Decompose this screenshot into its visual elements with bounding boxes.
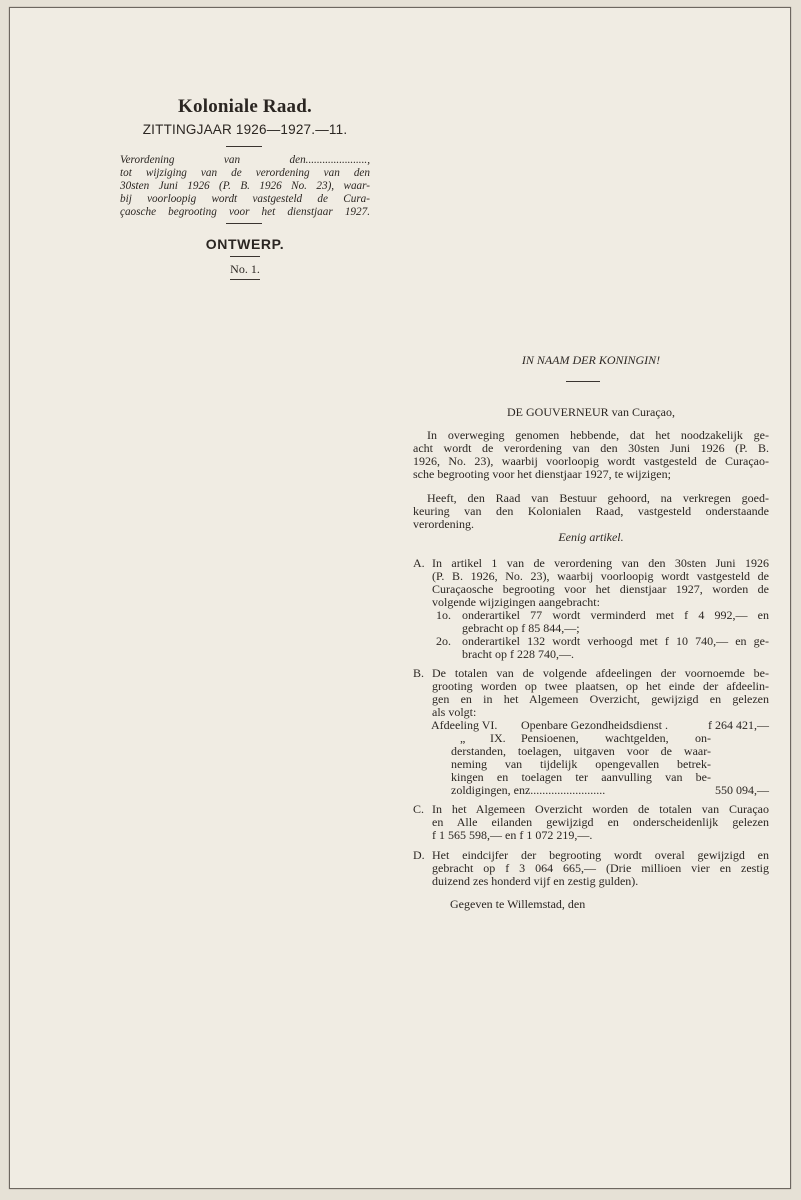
draft-label: ONTWERP. [205,236,285,252]
section-line: als volgt: [432,705,477,719]
consultation-line: verordening. [413,517,474,531]
row-amount: 550 094,— [715,783,769,797]
row-amount: f 264 421,— [708,718,769,732]
row-name: Openbare Gezondheidsdienst . [521,718,668,732]
consultation [413,492,769,531]
document-page [9,7,791,1189]
section-label: A. [413,556,425,570]
section-a [413,557,769,667]
preamble [413,429,769,481]
divider [226,146,262,147]
item-line: onderartikel 77 wordt verminderd met f 4 992,— en [462,608,769,622]
section-label: C. [413,802,425,816]
item-label: 1o. [436,608,451,622]
row-name-line: kingen en toelagen ter aanvulling van be- [451,770,711,784]
section-line: In het Algemeen Overzicht worden de totalen van Curaçao [432,802,769,816]
row-name-line: zoldigingen, enz......................... [451,783,606,797]
consultation-line: keuring van den Kolonialen Raad, vastgesteld onderstaande [413,504,769,518]
row-number: IX. [490,731,506,745]
section-b [413,667,769,797]
divider [230,279,260,280]
consultation-line: Heeft, den Raad van Bestuur gehoord, na verkregen goed- [427,491,769,505]
section-line: (P. B. 1926, No. 23), waarbij voorloopig wordt vastgesteld de [432,569,769,583]
list-item [432,635,769,661]
section-line: De totalen van de volgende afdeelingen der voornoemde be- [432,666,769,680]
preamble-line: In overweging genomen hebbende, dat het noodzakelijk ge- [427,428,769,442]
invocation: IN NAAM DER KONINGIN! [521,353,661,367]
divider [566,381,600,382]
article-heading: Eenig artikel. [558,530,624,544]
section-label: B. [413,666,425,680]
divider [230,256,260,257]
section-line: duizend zes honderd vijf en zestig gulden). [432,874,639,888]
section-line: f 1 565 598,— en f 1 072 219,—. [432,828,593,842]
row-name-line: derstanden, toelagen, uitgaven voor de waar- [451,744,711,758]
preamble-line: 1926, No. 23), waarbij voorloopig wordt vastgesteld de Curaçao- [413,454,769,468]
row-name: Pensioenen, wachtgelden, on- [521,731,711,745]
preamble-line: acht wordt de verordening van den 30sten Juni 1926 (P. B. [413,441,769,455]
closing-line: Gegeven te Willemstad, den [450,897,586,911]
section-line: volgende wijzigingen aangebracht: [432,595,600,609]
description-line: çaosche begrooting voor het dienstjaar 1927. [120,206,370,218]
section-c [413,803,769,843]
section-line: Het eindcijfer der begrooting wordt overal gewijzigd en [432,848,769,862]
ditto-mark: „ [460,731,466,745]
section-line: gen en in het Algemeen Overzicht, gewijzigd en gelezen [432,692,769,706]
draft-number: No. 1. [230,262,260,276]
item-line: bracht op f 228 740,—. [462,647,574,661]
list-item [432,609,769,635]
ordinance-description [120,154,370,219]
session-year: ZITTINGJAAR 1926—1927.—11. [142,122,348,137]
item-label: 2o. [436,634,451,648]
preamble-line: sche begrooting voor het dienstjaar 1927, te wijzigen; [413,467,671,481]
section-line: In artikel 1 van de verordening van den 30sten Juni 1926 [432,556,769,570]
section-line: gebracht op f 3 064 665,— (Drie millioen vier en zestig [432,861,769,875]
description-line: bij voorloopig wordt vastgesteld de Cura- [120,193,370,205]
council-title: Koloniale Raad. [178,96,312,117]
authority: DE GOUVERNEUR van Curaçao, [507,405,675,419]
item-line: gebracht op f 85 844,—; [462,621,580,635]
section-line: grooting worden op twee plaatsen, op het einde der afdeelin- [432,679,769,693]
description-line: Verordening van den......................, [120,154,370,166]
divider [226,223,262,224]
section-label: D. [413,848,425,862]
row-name-line: neming van tijdelijk opengevallen betrek- [451,757,711,771]
description-line: tot wijziging van de verordening van den [120,167,370,179]
section-d [413,849,769,889]
section-line: en Alle eilanden gewijzigd en onderscheidenlijk gelezen [432,815,769,829]
item-line: onderartikel 132 wordt verhoogd met f 10 740,— en ge- [462,634,769,648]
section-line: Curaçaosche begrooting voor het dienstjaar 1927, worden de [432,582,769,596]
row-prefix: Afdeeling VI. [431,718,498,732]
description-line: 30sten Juni 1926 (P. B. 1926 No. 23), waar- [120,180,370,192]
